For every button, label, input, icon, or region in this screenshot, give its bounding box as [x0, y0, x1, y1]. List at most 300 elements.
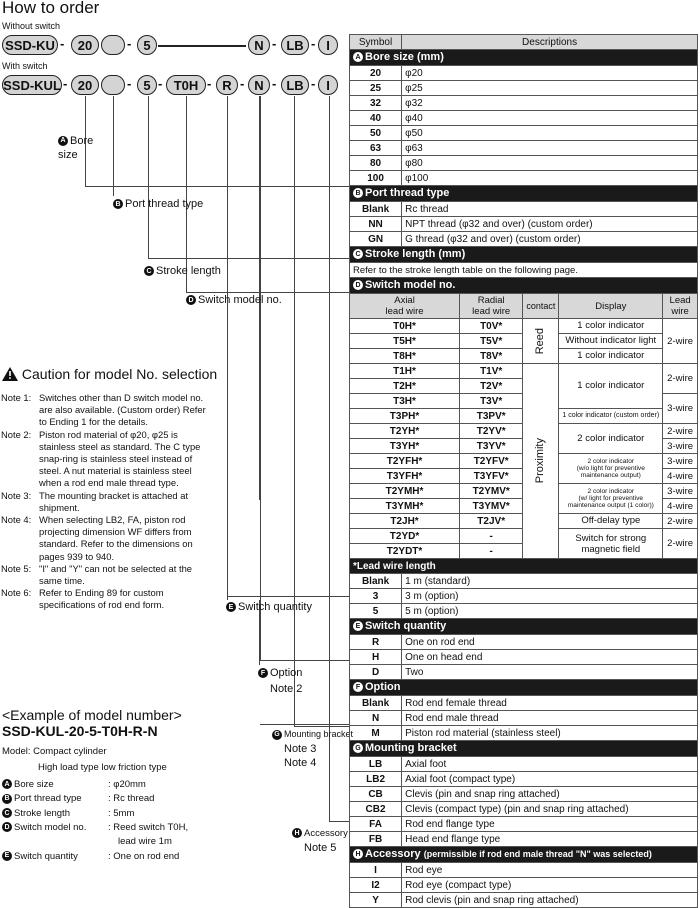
table-row	[350, 111, 698, 126]
warning-icon	[2, 367, 18, 381]
symbol-cell: 80	[350, 156, 402, 171]
section-header	[350, 847, 698, 863]
symbol-cell: LB2	[350, 772, 402, 787]
description-cell: Piston rod material (stainless steel)	[402, 726, 698, 741]
header-lead: Lead wire	[663, 294, 698, 319]
display-cell: 1 color indicator	[559, 319, 663, 334]
example-row	[2, 822, 188, 833]
example-model: SSD-KUL-20-5-T0H-R-N	[2, 723, 158, 739]
table-row	[350, 787, 698, 802]
symbol-cell: N	[350, 711, 402, 726]
radial-model-cell: T3V*	[460, 394, 523, 409]
table-row	[350, 604, 698, 619]
table-row	[350, 817, 698, 832]
code-segment: SSD-KU	[2, 35, 58, 55]
description-cell: Clevis (compact type) (pin and snap ring attached)	[402, 802, 698, 817]
code-separator: -	[207, 76, 212, 91]
description-cell: φ80	[402, 156, 698, 171]
note-text: Refer to Ending 89 for custom specifications of rod end form.	[39, 587, 165, 611]
display-cell: 2 color indicator (w/ light for preventive maintenance output (1 color))	[559, 484, 663, 514]
symbol-cell: 5	[350, 604, 402, 619]
radial-model-cell: T2V*	[460, 379, 523, 394]
section-title: Stroke length (mm)	[365, 248, 466, 260]
display-cell: 1 color indicator	[559, 364, 663, 409]
connector-line	[260, 724, 349, 725]
description-cell: Two	[402, 665, 698, 680]
description-cell: φ25	[402, 81, 698, 96]
table-row	[350, 202, 698, 217]
with-switch-label: With switch	[2, 61, 48, 71]
note-text: When selecting LB2, FA, piston rod projecting dimension WF differs from standard. Refer to the dimensions on pages 939 to 940.	[39, 514, 193, 562]
lead-wire-cell: 2-wire	[663, 364, 698, 394]
caution-note	[1, 490, 209, 514]
badge-b-icon: B	[2, 794, 12, 804]
description-cell: φ63	[402, 141, 698, 156]
code-segment	[101, 75, 125, 95]
axial-model-cell: T8H*	[350, 349, 460, 364]
axial-model-cell: T3YFH*	[350, 469, 460, 484]
radial-model-cell: T2YV*	[460, 424, 523, 439]
badge-a-icon: A	[58, 136, 68, 146]
code-segment: 20	[71, 75, 99, 95]
section-title: Switch quantity	[365, 620, 447, 632]
example-row	[2, 779, 146, 790]
section-header	[350, 619, 698, 635]
display-cell: Off-delay type	[559, 514, 663, 529]
table-row	[350, 50, 698, 66]
axial-model-cell: T2YH*	[350, 424, 460, 439]
axial-model-cell: T3YMH*	[350, 499, 460, 514]
display-cell: Switch for strong magnetic field	[559, 529, 663, 559]
callout-accessory-note: Note 5	[304, 842, 337, 854]
code-separator: -	[63, 76, 68, 91]
header-radial: Radial lead wire	[460, 294, 523, 319]
section-header	[350, 278, 698, 294]
callout-stroke: C Stroke length	[144, 265, 221, 277]
symbol-cell: CB	[350, 787, 402, 802]
code-segment: N	[248, 35, 270, 55]
symbol-cell: NN	[350, 217, 402, 232]
connector-line	[227, 96, 228, 600]
code-segment: N	[248, 75, 270, 95]
description-cell: Rod clevis (pin and snap ring attached)	[402, 893, 698, 908]
badge-b-icon: B	[113, 199, 123, 209]
example-key: Stroke length	[14, 807, 70, 819]
symbol-cell: LB	[350, 757, 402, 772]
axial-model-cell: T2YMH*	[350, 484, 460, 499]
callout-mounting: G Mounting bracket	[272, 729, 353, 740]
display-cell: 2 color indicator	[559, 424, 663, 454]
code-segment: SSD-KUL	[2, 75, 62, 95]
code-separator: -	[311, 36, 316, 51]
axial-model-cell: T2JH*	[350, 514, 460, 529]
section-header	[350, 186, 698, 202]
callout-port: B Port thread type	[113, 198, 203, 210]
note-key: Note 4:	[1, 514, 32, 526]
example-key: Switch model no.	[14, 821, 87, 833]
example-value: : 5mm	[108, 807, 135, 819]
badge-a-icon: A	[353, 52, 363, 62]
example-key: Port thread type	[14, 793, 82, 805]
header-contact: contact	[523, 294, 559, 319]
axial-model-cell: T2YDT*	[350, 544, 460, 559]
header-descriptions: Descriptions	[402, 35, 698, 50]
note-text: The mounting bracket is attached at shipment.	[39, 489, 189, 513]
radial-model-cell: T2YFV*	[460, 454, 523, 469]
code-segment	[101, 35, 125, 55]
badge-e-icon: E	[353, 621, 363, 631]
description-cell: φ40	[402, 111, 698, 126]
table-row	[350, 741, 698, 757]
section-title: Option	[365, 681, 401, 693]
note-text: "I" and "Y" can not be selected at the same time.	[39, 562, 192, 587]
table-row	[350, 217, 698, 232]
symbol-cell: 32	[350, 96, 402, 111]
lead-wire-cell: 2-wire	[663, 319, 698, 364]
section-subtitle: (permissible if rod end male thread "N" was selected)	[423, 849, 652, 859]
badge-c-icon: C	[2, 808, 12, 818]
header-display: Display	[559, 294, 663, 319]
description-cell: Head end flange type	[402, 832, 698, 847]
badge-a-icon: A	[2, 779, 12, 789]
description-cell: Clevis (pin and snap ring attached)	[402, 787, 698, 802]
lead-wire-cell: 4-wire	[663, 499, 698, 514]
table-row	[350, 757, 698, 772]
code-segment: LB	[281, 35, 309, 55]
table-row	[350, 232, 698, 247]
symbol-cell: I	[350, 863, 402, 878]
table-row	[350, 847, 698, 863]
table-row	[350, 711, 698, 726]
badge-g-icon: G	[353, 743, 363, 753]
code-separator: -	[272, 76, 277, 91]
radial-model-cell: T1V*	[460, 364, 523, 379]
symbol-cell: R	[350, 635, 402, 650]
lead-wire-cell: 2-wire	[663, 424, 698, 439]
radial-model-cell: -	[460, 529, 523, 544]
description-cell: Rod eye	[402, 863, 698, 878]
symbol-cell: FA	[350, 817, 402, 832]
connector-line	[227, 596, 349, 597]
section-header	[350, 50, 698, 66]
lead-wire-cell: 4-wire	[663, 469, 698, 484]
table-row	[350, 126, 698, 141]
connector-line	[259, 660, 349, 661]
table-row	[350, 726, 698, 741]
callout-switch-qty: E Switch quantity	[226, 601, 312, 613]
symbol-cell: 63	[350, 141, 402, 156]
code-segment: I	[318, 35, 338, 55]
contact-reed-cell	[523, 319, 559, 364]
note-key: Note 3:	[1, 489, 32, 501]
table-row	[350, 802, 698, 817]
description-cell: Rc thread	[402, 202, 698, 217]
example-value: : φ20mm	[108, 779, 146, 790]
description-cell: φ20	[402, 66, 698, 81]
description-cell: Rod end female thread	[402, 696, 698, 711]
table-row	[350, 574, 698, 589]
badge-b-icon: B	[353, 188, 363, 198]
description-cell: One on head end	[402, 650, 698, 665]
table-row	[350, 156, 698, 171]
description-cell: Rod end male thread	[402, 711, 698, 726]
section-title: Switch model no.	[365, 279, 456, 291]
section-title: Mounting bracket	[365, 742, 457, 754]
example-value: : One on rod end	[108, 850, 180, 862]
table-row	[350, 878, 698, 893]
description-cell: Rod end flange type	[402, 817, 698, 832]
caution-note	[1, 563, 209, 587]
callout-switch-model: D Switch model no.	[186, 294, 282, 306]
symbol-cell: 50	[350, 126, 402, 141]
table-row	[350, 171, 698, 186]
page-title: How to order	[2, 0, 100, 17]
example-row	[2, 793, 154, 804]
table-row	[350, 319, 698, 334]
lead-wire-cell: 3-wire	[663, 394, 698, 424]
description-cell: G thread (φ32 and over) (custom order)	[402, 232, 698, 247]
section-title: Port thread type	[365, 187, 450, 199]
description-cell: φ100	[402, 171, 698, 186]
badge-g-icon: G	[272, 730, 282, 740]
callout-mounting-note3: Note 3	[284, 743, 317, 755]
contact-proximity-cell	[523, 364, 559, 559]
caution-note	[1, 429, 209, 490]
radial-model-cell: T2JV*	[460, 514, 523, 529]
description-cell: Axial foot (compact type)	[402, 772, 698, 787]
leadwire-header: *Lead wire length	[350, 559, 698, 574]
connector-line	[85, 186, 349, 187]
code-separator: -	[60, 36, 65, 51]
badge-f-icon: F	[353, 682, 363, 692]
symbol-cell: 3	[350, 589, 402, 604]
spec-table	[349, 34, 698, 908]
radial-model-cell: T3YMV*	[460, 499, 523, 514]
connector-line	[148, 96, 149, 258]
display-cell: 1 color indicator (custom order)	[559, 409, 663, 424]
table-row	[350, 650, 698, 665]
radial-model-cell: T3PV*	[460, 409, 523, 424]
table-row	[350, 278, 698, 294]
example-key: Switch quantity	[14, 850, 78, 862]
header-symbol: Symbol	[350, 35, 402, 50]
note-key: Note 6:	[1, 587, 32, 599]
symbol-cell: 20	[350, 66, 402, 81]
axial-model-cell: T5H*	[350, 334, 460, 349]
code-segment: 20	[71, 35, 99, 55]
example-row	[2, 808, 134, 819]
code-separator: -	[272, 36, 277, 51]
lead-wire-cell: 3-wire	[663, 439, 698, 454]
without-switch-label: Without switch	[2, 21, 61, 31]
connector-line	[186, 96, 187, 292]
callout-mounting-note4: Note 4	[284, 757, 317, 769]
symbol-cell: Blank	[350, 696, 402, 711]
table-row	[350, 81, 698, 96]
radial-model-cell: T3YV*	[460, 439, 523, 454]
radial-model-cell: T2YMV*	[460, 484, 523, 499]
symbol-cell: 40	[350, 111, 402, 126]
symbol-cell: Blank	[350, 574, 402, 589]
code-separator: -	[127, 76, 132, 91]
radial-model-cell: -	[460, 544, 523, 559]
contact-proximity-label: Proximity	[534, 438, 547, 484]
table-row	[350, 665, 698, 680]
display-cell: 1 color indicator	[559, 349, 663, 364]
example-value: lead wire 1m	[118, 836, 172, 848]
table-row	[350, 66, 698, 81]
section-header	[350, 741, 698, 757]
axial-model-cell: T2H*	[350, 379, 460, 394]
table-row	[350, 696, 698, 711]
connector-line	[329, 96, 330, 821]
callout-option-note: Note 2	[270, 683, 303, 695]
table-row	[350, 96, 698, 111]
table-row	[350, 772, 698, 787]
header-axial: Axial lead wire	[350, 294, 460, 319]
radial-model-cell: T5V*	[460, 334, 523, 349]
caution-note	[1, 514, 209, 563]
badge-h-icon: H	[292, 828, 302, 838]
callout-option: F Option	[258, 667, 302, 679]
table-row	[350, 294, 698, 319]
connector-line	[294, 726, 349, 727]
table-row	[350, 141, 698, 156]
description-cell: φ50	[402, 126, 698, 141]
badge-c-icon: C	[353, 249, 363, 259]
connector-line	[329, 821, 349, 822]
description-cell: Axial foot	[402, 757, 698, 772]
code-segment: R	[216, 75, 238, 95]
badge-d-icon: D	[186, 295, 196, 305]
table-row	[350, 832, 698, 847]
badge-e-icon: E	[2, 851, 12, 861]
description-cell: 3 m (option)	[402, 589, 698, 604]
axial-model-cell: T3H*	[350, 394, 460, 409]
code-segment: 5	[137, 35, 157, 55]
lead-wire-cell: 2-wire	[663, 514, 698, 529]
symbol-cell: I2	[350, 878, 402, 893]
table-row	[350, 35, 698, 50]
table-row	[350, 680, 698, 696]
note-key: Note 5:	[1, 562, 32, 574]
table-row	[350, 619, 698, 635]
section-title: Accessory	[365, 848, 421, 860]
example-value: : Rc thread	[108, 793, 155, 805]
axial-model-cell: T2YD*	[350, 529, 460, 544]
symbol-cell: H	[350, 650, 402, 665]
badge-d-icon: D	[353, 280, 363, 290]
axial-model-cell: T1H*	[350, 364, 460, 379]
table-row	[350, 893, 698, 908]
connector-line	[294, 96, 295, 726]
symbol-cell: CB2	[350, 802, 402, 817]
radial-model-cell: T3YFV*	[460, 469, 523, 484]
table-row	[350, 247, 698, 263]
description-cell: NPT thread (φ32 and over) (custom order)	[402, 217, 698, 232]
stroke-note: Refer to the stroke length table on the following page.	[350, 263, 698, 278]
axial-model-cell: T0H*	[350, 319, 460, 334]
code-line	[158, 45, 246, 47]
example-value: : Reed switch T0H,	[108, 821, 189, 833]
connector-line	[260, 96, 261, 660]
radial-model-cell: T0V*	[460, 319, 523, 334]
symbol-cell: D	[350, 665, 402, 680]
caution-heading: Caution for model No. selection	[2, 366, 217, 382]
code-separator: -	[240, 76, 245, 91]
axial-model-cell: T3YH*	[350, 439, 460, 454]
symbol-cell: 100	[350, 171, 402, 186]
caution-note	[1, 587, 209, 611]
table-row	[350, 635, 698, 650]
description-cell: One on rod end	[402, 635, 698, 650]
badge-e-icon: E	[226, 602, 236, 612]
table-row	[350, 263, 698, 278]
badge-f-icon: F	[258, 668, 268, 678]
symbol-cell: 25	[350, 81, 402, 96]
symbol-cell: Blank	[350, 202, 402, 217]
note-key: Note 2:	[1, 428, 32, 440]
example-key: Bore size	[14, 779, 54, 790]
symbol-cell: Y	[350, 893, 402, 908]
symbol-cell: FB	[350, 832, 402, 847]
example-row	[2, 836, 172, 847]
description-cell: Rod eye (compact type)	[402, 878, 698, 893]
caution-note	[1, 392, 209, 429]
lead-wire-cell: 3-wire	[663, 484, 698, 499]
symbol-cell: M	[350, 726, 402, 741]
code-segment: I	[318, 75, 338, 95]
code-segment: T0H	[166, 75, 206, 95]
connector-line	[148, 258, 349, 259]
contact-reed-label: Reed	[534, 327, 547, 355]
section-header	[350, 247, 698, 263]
table-row	[350, 559, 698, 574]
display-cell: Without indicator light	[559, 334, 663, 349]
axial-model-cell: T2YFH*	[350, 454, 460, 469]
example-heading: <Example of model number>	[2, 707, 182, 723]
code-segment: 5	[137, 75, 157, 95]
code-segment: LB	[281, 75, 309, 95]
badge-d-icon: D	[2, 822, 12, 832]
description-cell: φ32	[402, 96, 698, 111]
radial-model-cell: T8V*	[460, 349, 523, 364]
lead-wire-cell: 2-wire	[663, 529, 698, 559]
code-separator: -	[158, 76, 163, 91]
table-row	[350, 186, 698, 202]
table-row	[350, 589, 698, 604]
table-row	[350, 863, 698, 878]
note-key: Note 1:	[1, 392, 32, 403]
description-cell: 1 m (standard)	[402, 574, 698, 589]
axial-model-cell: T3PH*	[350, 409, 460, 424]
callout-bore: A Bore size	[58, 135, 94, 161]
section-header	[350, 680, 698, 696]
description-cell: 5 m (option)	[402, 604, 698, 619]
display-cell: 2 color indicator (w/o light for preventive maintenance output)	[559, 454, 663, 484]
callout-accessory: H Accessory	[292, 828, 348, 839]
code-separator: -	[311, 76, 316, 91]
connector-line	[186, 292, 349, 293]
example-row	[2, 851, 179, 862]
section-title: Bore size (mm)	[365, 51, 444, 63]
badge-h-icon: H	[353, 849, 363, 859]
symbol-cell: GN	[350, 232, 402, 247]
caution-notes	[1, 392, 209, 612]
example-model-sub: High load type low friction type	[38, 762, 167, 773]
note-text: Switches other than D switch model no. are also available. (Custom order) Refer to Ending 1 for the details.	[39, 392, 206, 428]
connector-line	[113, 96, 114, 196]
